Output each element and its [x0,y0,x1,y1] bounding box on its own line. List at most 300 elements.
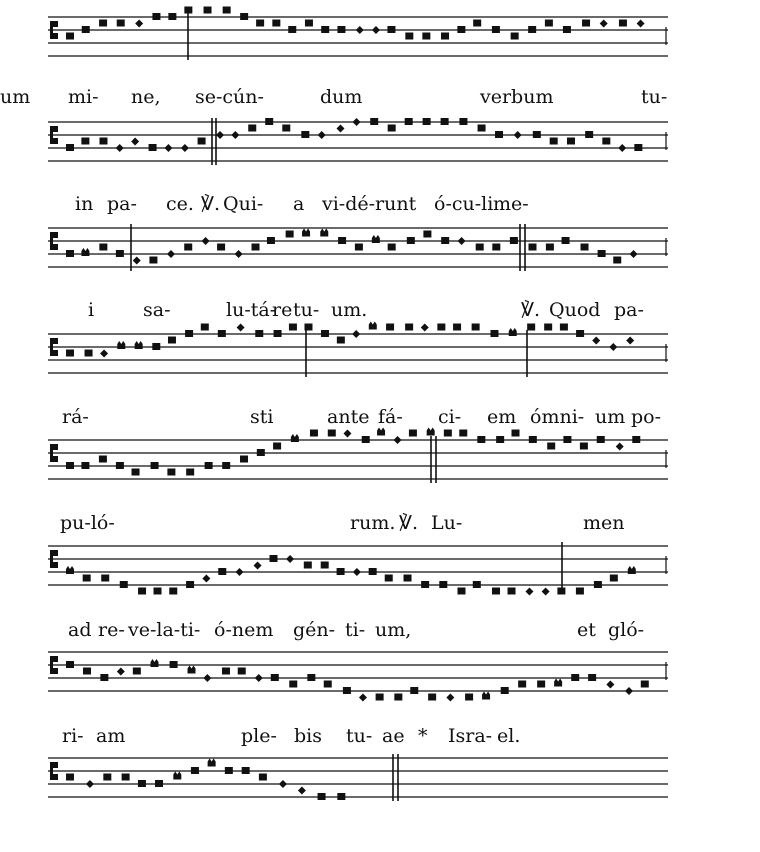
neume-punctum [152,343,160,350]
neume-punctum [567,138,575,145]
neume-diamond [356,26,364,34]
neume-punctum [66,250,74,257]
neume-punctum [560,324,568,331]
neume-quilisma [66,566,74,574]
neume-punctum [478,125,486,132]
lyric-syllable: * [418,725,428,747]
neume-punctum [492,588,500,595]
neume-punctum [388,244,396,251]
neume-punctum [168,337,176,344]
neume-diamond [352,330,360,338]
neume-punctum [257,449,265,456]
neume-diamond [618,144,626,152]
neume-punctum [394,694,402,701]
neume-punctum [222,462,230,469]
neume-punctum [288,26,296,33]
neume-punctum [116,462,124,469]
neume-punctum [508,588,516,595]
neume-punctum [138,588,146,595]
staff-system [48,652,668,702]
neume-punctum [222,668,230,675]
neume-punctum [184,244,192,251]
neume-diamond [525,588,533,596]
neume-quilisma [173,772,181,780]
neume-punctum [492,244,500,251]
neume-punctum [527,324,535,331]
neume-punctum [321,562,329,569]
neume-punctum [282,125,290,132]
neume-diamond [235,250,243,258]
neume-punctum [132,469,140,476]
neume-punctum [421,581,429,588]
neume-punctum [511,33,519,40]
neume-diamond [353,568,361,576]
neume-punctum [201,324,209,331]
neume-punctum [99,456,107,463]
lyric-syllable: me- [493,193,529,215]
lyric-syllable: pu-ló- [60,512,115,534]
lyric-syllable: re- [98,619,125,641]
neume-punctum [537,681,545,688]
neume-punctum [585,131,593,138]
neume-punctum [321,330,329,337]
neume-diamond [542,588,550,596]
neume-punctum [632,436,640,443]
neume-diamond [343,430,351,438]
neume-punctum [286,231,294,238]
neume-punctum [310,430,318,437]
lyric-syllable: tu- [641,86,668,108]
neume-punctum [133,668,141,675]
neume-diamond [600,20,608,28]
lyric-syllable: ple- [241,725,277,747]
staff-system [48,7,668,61]
neume-punctum [563,26,571,33]
neume-diamond [202,237,210,245]
neume-punctum [580,443,588,450]
neume-punctum [324,681,332,688]
neume-punctum [476,244,484,251]
neume-punctum [66,350,74,357]
neume-quilisma [151,659,159,667]
neume-punctum [598,250,606,257]
neume-punctum [369,568,377,575]
neume-punctum [248,125,256,132]
neume-punctum [512,430,520,437]
neume-punctum [562,237,570,244]
neume-diamond [133,257,141,265]
neume-punctum [81,138,89,145]
neume-punctum [437,324,445,331]
neume-punctum [407,237,415,244]
neume-punctum [274,330,282,337]
neume-quilisma [320,229,328,237]
neume-punctum [184,7,192,14]
lyric-syllable: ℣. [201,193,221,215]
neume-punctum [337,26,345,33]
neume-punctum [457,588,465,595]
neume-diamond [286,555,294,563]
lyric-syllable: ad [68,619,92,641]
neume-punctum [459,430,467,437]
neume-punctum [242,767,250,774]
neume-punctum [151,462,159,469]
neume-diamond [236,568,244,576]
lyric-syllable: um. [331,299,368,321]
neume-punctum [289,324,297,331]
neume-diamond [353,118,361,126]
neume-punctum [321,26,329,33]
neume-punctum [547,443,555,450]
neume-punctum [170,661,178,668]
neume-punctum [85,350,93,357]
neume-punctum [571,674,579,681]
lyric-syllable: vi-dé-runt [322,193,417,215]
neume-punctum [289,681,297,688]
neume-diamond [625,687,633,695]
neume-punctum [610,575,618,582]
neume-punctum [376,694,384,701]
neume-punctum [370,118,378,125]
neume-diamond [254,562,262,570]
staff-system [48,224,668,271]
neume-punctum [518,681,526,688]
neume-punctum [405,118,413,125]
lyric-syllable: men [583,512,625,534]
lyric-syllable: el. [497,725,521,747]
neume-diamond [616,443,624,451]
neume-punctum [576,330,584,337]
neume-punctum [496,436,504,443]
neume-quilisma [377,428,385,436]
neume-punctum [304,324,312,331]
neume-diamond [458,237,466,245]
neume-punctum [186,469,194,476]
neume-punctum [225,767,233,774]
neume-punctum [423,231,431,238]
neume-diamond [279,780,287,788]
neume-punctum [439,581,447,588]
neume-punctum [338,237,346,244]
neume-quilisma [208,759,216,767]
lyric-syllable: fá- [378,406,403,428]
neume-punctum [453,324,461,331]
neume-punctum [66,774,74,781]
neume-punctum [149,257,157,264]
neume-punctum [217,244,225,251]
neume-punctum [273,443,281,450]
neume-diamond [216,131,224,139]
neume-diamond [637,20,645,28]
neume-diamond [237,324,245,332]
lyric-syllable: um [0,86,31,108]
lyric-syllable: mi- [68,86,99,108]
neume-punctum [582,20,590,27]
neume-punctum [259,774,267,781]
neume-punctum [385,575,393,582]
neume-punctum [510,237,518,244]
lyric-syllable: re [272,299,293,321]
neume-punctum [459,118,467,125]
neume-diamond [372,26,380,34]
neume-punctum [238,668,246,675]
lyric-syllable: am [96,725,126,747]
neume-quilisma [135,341,143,349]
neume-punctum [501,687,509,694]
neume-quilisma [81,248,89,256]
neume-diamond [135,20,143,28]
lyric-syllable: i [88,299,95,321]
neume-punctum [305,20,313,27]
neume-punctum [269,555,277,562]
lyric-syllable: a [293,193,305,215]
neume-punctum [337,337,345,344]
neume-quilisma [291,434,299,442]
lyric-syllable: Qui- [223,193,264,215]
neume-punctum [120,581,128,588]
neume-punctum [465,694,473,701]
neume-punctum [528,244,536,251]
lyric-syllable: ri- [62,725,84,747]
neume-punctum [240,456,248,463]
lyric-syllable: verbum [480,86,554,108]
neume-punctum [169,588,177,595]
neume-quilisma [188,666,196,674]
lyric-syllable: se-cún- [195,86,264,108]
neume-punctum [271,674,279,681]
neume-punctum [441,33,449,40]
lyric-syllable: ae [382,725,405,747]
neume-diamond [298,787,306,795]
neume-quilisma [302,229,310,237]
lyric-syllable: um [595,406,626,428]
lyric-syllable: ℣. [521,299,541,321]
neume-punctum [223,7,231,14]
neume-punctum [81,462,89,469]
neume-diamond [116,144,124,152]
neume-diamond [202,575,210,583]
lyric-syllable: ℣. [399,512,419,534]
neume-diamond [592,337,600,345]
neume-punctum [490,330,498,337]
neume-punctum [546,244,554,251]
neume-punctum [304,562,312,569]
neume-punctum [66,144,74,151]
neume-punctum [99,244,107,251]
lyric-syllable: um, [375,619,412,641]
neume-quilisma [369,322,377,330]
neume-punctum [191,767,199,774]
neume-quilisma [117,341,125,349]
neume-punctum [267,237,275,244]
lyric-syllable: sti [250,406,274,428]
neume-punctum [529,436,537,443]
lyric-syllable: dum [320,86,363,108]
lyric-syllable: po- [631,406,662,428]
neume-punctum [337,793,345,800]
neume-punctum [457,26,465,33]
neume-punctum [122,774,130,781]
neume-punctum [154,588,162,595]
neume-quilisma [628,566,636,574]
neume-quilisma [554,679,562,687]
neume-punctum [185,330,193,337]
staff-system [48,322,668,378]
lyric-syllable: rá- [62,406,89,428]
neume-punctum [634,144,642,151]
neume-diamond [626,337,634,345]
neume-punctum [444,430,452,437]
lyric-syllable: ante [327,406,370,428]
neume-punctum [533,131,541,138]
neume-diamond [606,681,614,689]
staff-system [48,118,668,165]
neume-punctum [613,257,621,264]
lyric-syllable: pa- [107,193,137,215]
neume-punctum [473,20,481,27]
neume-quilisma [372,235,380,243]
lyric-syllable: ómni- [530,406,585,428]
neume-punctum [307,674,315,681]
neume-punctum [83,575,91,582]
neume-punctum [204,7,212,14]
neume-punctum [619,20,627,27]
neume-diamond [630,250,638,258]
lyric-syllable: in [75,193,94,215]
neume-punctum [66,462,74,469]
neume-punctum [441,118,449,125]
neume-quilisma [482,692,490,700]
neume-punctum [240,13,248,20]
neume-punctum [117,20,125,27]
neume-punctum [198,138,206,145]
neume-diamond [117,668,125,676]
neume-diamond [514,131,522,139]
neume-punctum [423,118,431,125]
neume-punctum [149,144,157,151]
lyric-syllable: bis [294,725,322,747]
lyric-syllable: ó-nem [214,619,274,641]
neume-punctum [82,26,90,33]
neume-punctum [155,780,163,787]
lyric-syllable: gló- [608,619,645,641]
neume-punctum [99,138,107,145]
neume-punctum [83,668,91,675]
lyric-syllable: gén- [293,619,336,641]
neume-diamond [318,131,326,139]
neume-punctum [301,131,309,138]
neume-diamond [203,674,211,682]
neume-punctum [255,330,263,337]
neume-punctum [545,20,553,27]
neume-punctum [528,26,536,33]
neume-diamond [336,125,344,133]
neume-punctum [116,250,124,257]
neume-punctum [167,469,175,476]
neume-diamond [100,350,108,358]
neume-punctum [103,774,111,781]
neume-punctum [597,436,605,443]
neume-punctum [265,118,273,125]
lyric-syllable: Isra- [448,725,493,747]
neume-punctum [576,588,584,595]
lyric-syllable: tu- [293,299,320,321]
neume-punctum [99,20,107,27]
neume-punctum [138,780,146,787]
lyric-syllable: ve-la-ti- [128,619,201,641]
neume-punctum [410,687,418,694]
neume-punctum [492,26,500,33]
neume-punctum [405,324,413,331]
neume-punctum [272,20,280,27]
neume-punctum [66,33,74,40]
lyric-syllable: rum. [350,512,396,534]
neume-diamond [167,250,175,258]
neume-diamond [359,694,367,702]
lyric-syllable: Lu- [431,512,463,534]
neume-quilisma [509,328,517,336]
staff-system [48,542,668,596]
staff-system [48,754,668,801]
neume-diamond [231,131,239,139]
neume-punctum [641,681,649,688]
staff-system [48,428,668,484]
neume-punctum [550,138,558,145]
lyric-syllable: ne, [131,86,161,108]
lyric-syllable: pa- [614,299,644,321]
lyric-syllable: ci- [438,406,462,428]
lyric-syllable: lu-tá- [226,299,277,321]
neume-diamond [86,780,94,788]
neume-punctum [544,324,552,331]
lyric-syllable: tu- [346,725,373,747]
neume-diamond [255,674,263,682]
neume-punctum [66,661,74,668]
lyric-syllable: ó-cu-li [434,193,494,215]
neume-punctum [428,694,436,701]
neume-punctum [256,20,264,27]
neume-diamond [131,138,139,146]
neume-diamond [181,144,189,152]
neume-punctum [473,581,481,588]
neume-diamond [394,436,402,444]
neume-diamond [609,343,617,351]
neume-punctum [152,13,160,20]
neume-punctum [581,244,589,251]
lyric-syllable: sa- [143,299,171,321]
neume-punctum [343,687,351,694]
neume-punctum [441,237,449,244]
neume-punctum [362,436,370,443]
neume-punctum [388,125,396,132]
neume-punctum [602,138,610,145]
neume-punctum [477,436,485,443]
neume-punctum [387,26,395,33]
neume-punctum [563,436,571,443]
neume-diamond [164,144,172,152]
neume-punctum [252,244,260,251]
neume-punctum [594,581,602,588]
neume-quilisma [427,428,435,436]
neume-punctum [472,324,480,331]
neume-punctum [422,33,430,40]
neume-punctum [409,430,417,437]
neume-punctum [318,793,326,800]
neume-punctum [557,588,565,595]
neume-punctum [405,33,413,40]
neume-punctum [168,13,176,20]
lyric-syllable: et [577,619,596,641]
